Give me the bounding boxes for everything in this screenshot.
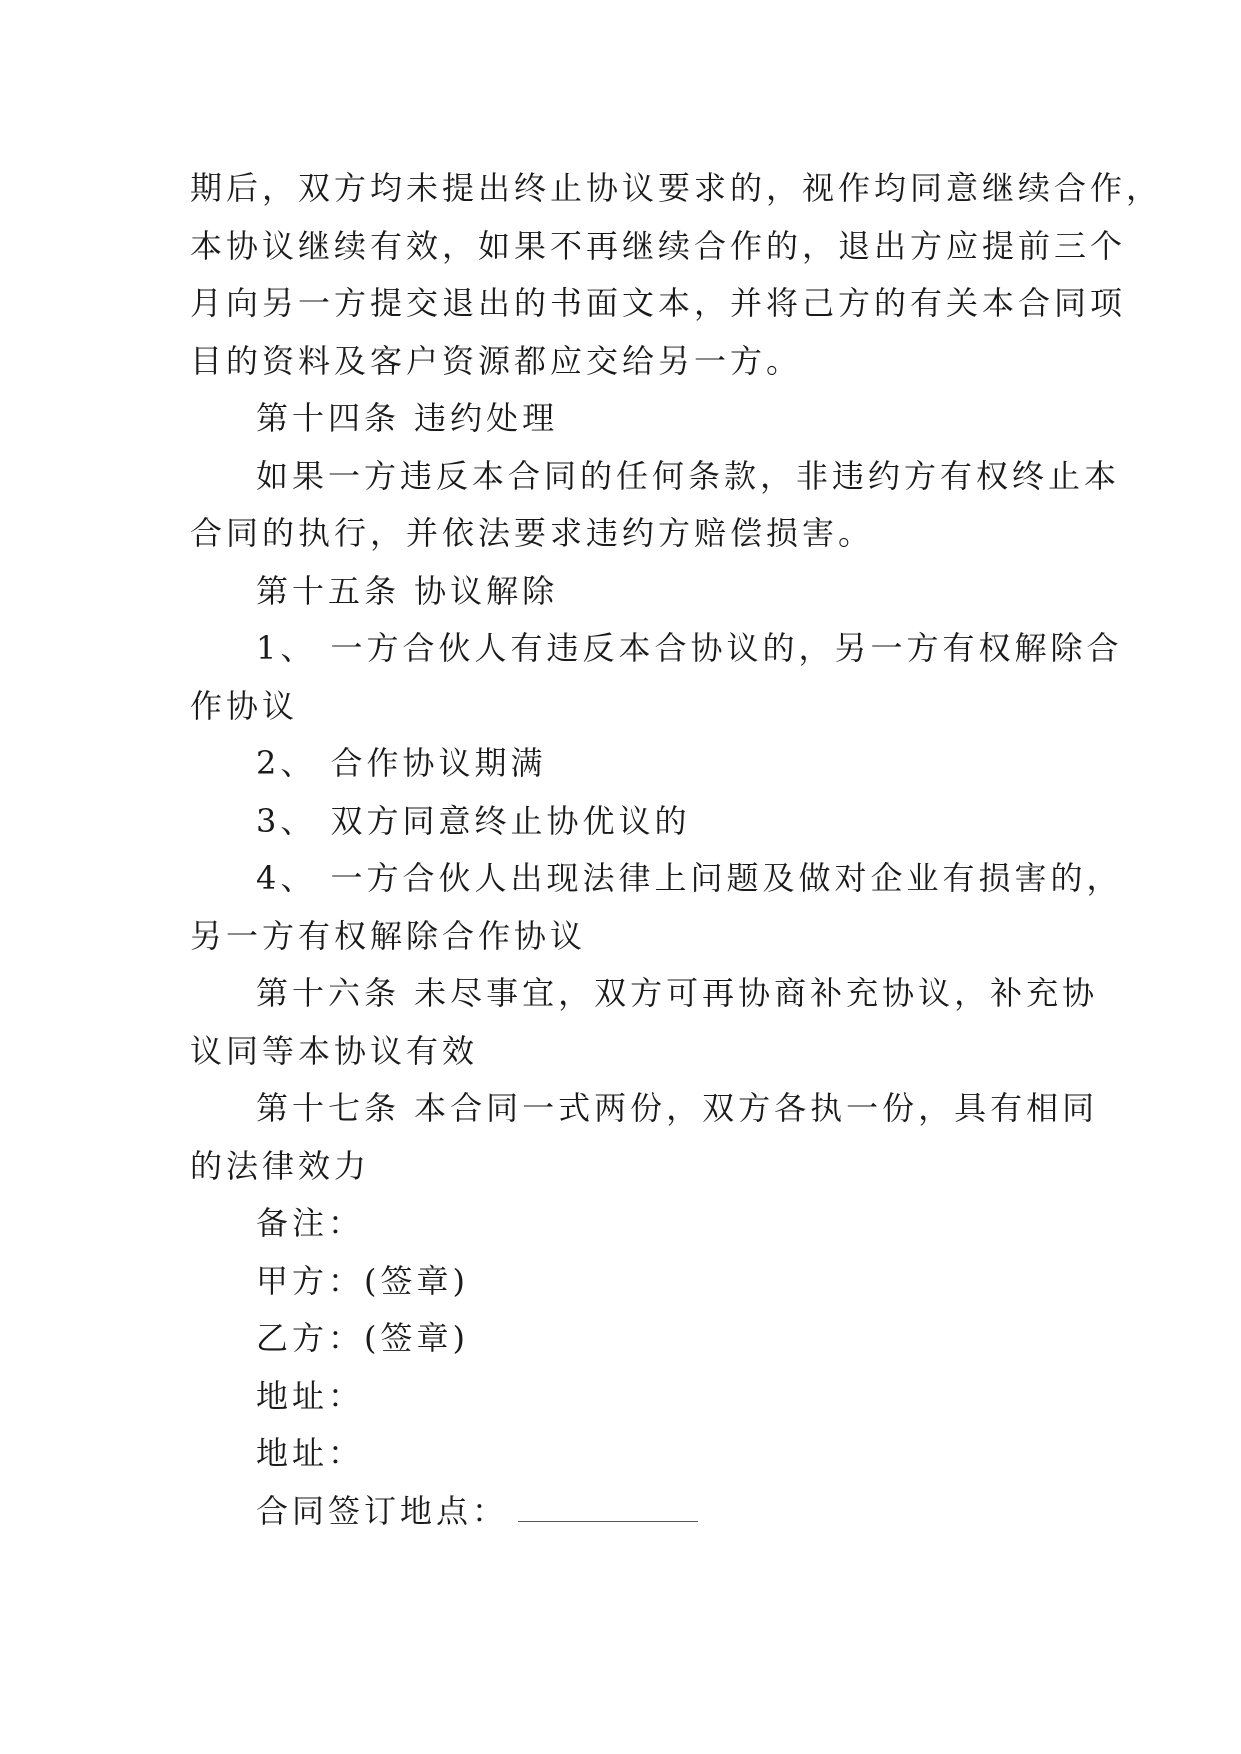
list-item-3: 3、 双方同意终止协优议的 [256,801,691,840]
paragraph-line: 议同等本协议有效 [190,1031,479,1070]
paragraph-line: 另一方有权解除合作协议 [190,916,587,955]
paragraph-line: 本协议继续有效，如果不再继续合作的，退出方应提前三个 [190,226,1127,265]
paragraph-line: 的法律效力 [190,1146,371,1185]
list-item-2: 2、 合作协议期满 [256,744,547,782]
section-heading-17: 第十七条 本合同一式两份，双方各执一份，具有相同 [256,1089,1099,1127]
paragraph-line: 月向另一方提交退出的书面文本，并将己方的有关本合同项 [190,284,1127,322]
party-b-signature: 乙方：(签章) [256,1319,469,1357]
section-heading-15: 第十五条 协议解除 [256,571,559,610]
list-item-4: 4、 一方合伙人出现法律上问题及做对企业有损害的， [256,859,1123,897]
remarks-label: 备注： [256,1204,365,1242]
document-body [190,160,1163,1540]
list-item-1: 1、 一方合伙人有违反本合协议的，另一方有权解除合 [256,629,1123,667]
paragraph-line: 合同的执行，并依法要求违约方赔偿损害。 [190,514,875,552]
signing-place-label: 合同签订地点： [256,1491,509,1530]
section-heading-14: 第十四条 违约处理 [256,399,559,437]
party-a-signature: 甲方：(签章) [256,1261,469,1300]
address-label: 地址： [256,1376,365,1415]
paragraph-line: 期后，双方均未提出终止协议要求的，视作均同意继续合作， [190,169,1163,207]
address-label: 地址： [256,1434,365,1472]
signing-place-blank [518,1493,698,1522]
paragraph-line: 目的资料及客户资源都应交给另一方。 [190,341,803,380]
paragraph-line: 如果一方违反本合同的任何条款，非违约方有权终止本 [256,456,1121,495]
paragraph-line: 作协议 [190,686,299,725]
section-heading-16: 第十六条 未尽事宜，双方可再协商补充协议，补充协 [256,974,1099,1012]
signing-place-line [190,1483,1060,1541]
